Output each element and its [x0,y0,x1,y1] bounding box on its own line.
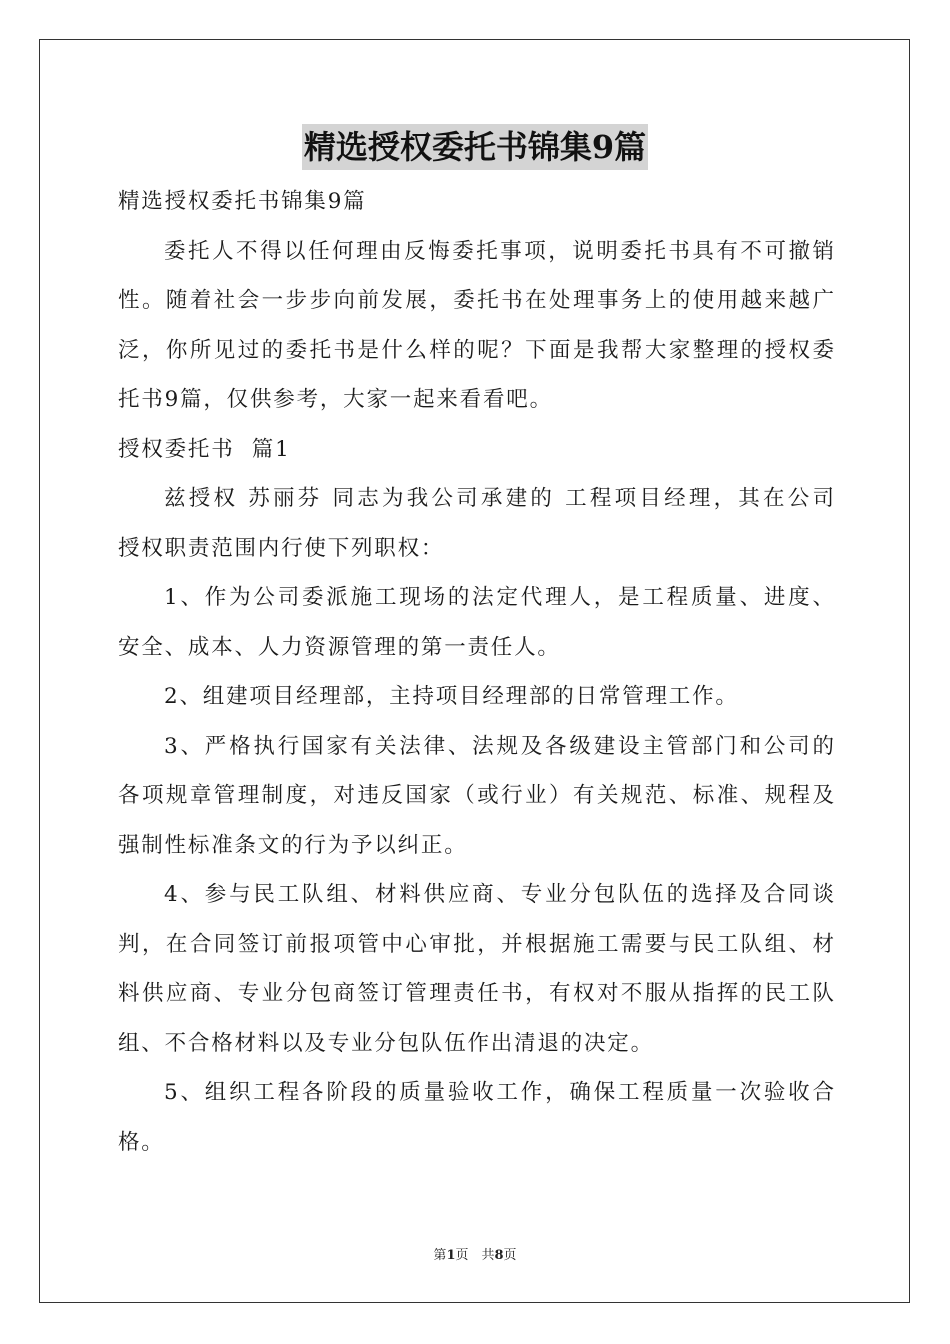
paragraph-line: 委托人不得以任何理由反悔委托事项，说明委托书具有不可撤销 [164,238,834,264]
document-title: 精选授权委托书锦集9篇 [302,124,648,170]
footer-suffix: 页 [503,1248,517,1263]
paragraph-line: 托书9篇，仅供参考，大家一起来看看吧。 [118,387,553,412]
paragraph-line: 兹授权 苏丽芬 同志为我公司承建的 工程项目经理，其在公司 [164,486,834,511]
paragraph-line: 2、组建项目经理部，主持项目经理部的日常管理工作。 [164,684,739,709]
section-heading: 授权委托书 篇1 [118,436,291,462]
paragraph-line: 1、作为公司委派施工现场的法定代理人，是工程质量、进度、 [164,585,834,610]
paragraph-line: 安全、成本、人力资源管理的第一责任人。 [118,634,561,660]
subtitle-line: 精选授权委托书锦集9篇 [118,189,367,214]
footer-prefix: 第 [433,1248,447,1263]
paragraph-line: 泛，你所见过的委托书是什么样的呢？下面是我帮大家整理的授权委 [118,337,834,363]
paragraph-line: 3、严格执行国家有关法律、法规及各级建设主管部门和公司的 [164,733,834,759]
footer-middle: 页 共 [455,1248,495,1263]
paragraph-line: 4、参与民工队组、材料供应商、专业分包队伍的选择及合同谈 [164,882,834,907]
footer-page-number: 1 [446,1248,456,1263]
paragraph-line: 料供应商、专业分包商签订管理责任书，有权对不服从指挥的民工队 [118,981,834,1006]
paragraph-line: 强制性标准条文的行为予以纠正。 [118,832,468,858]
paragraph-line: 授权职责范围内行使下列职权： [118,535,445,561]
title-container [0,124,950,170]
footer-total-pages: 8 [494,1248,504,1263]
paragraph-line: 各项规章管理制度，对违反国家（或行业）有关规范、标准、规程及 [118,783,834,808]
paragraph-line: 组、不合格材料以及专业分包队伍作出清退的决定。 [118,1030,654,1056]
paragraph-line: 判，在合同签订前报项管中心审批，并根据施工需要与民工队组、材 [118,931,834,957]
page-footer [0,1244,950,1263]
paragraph-line: 性。随着社会一步步向前发展，委托书在处理事务上的使用越来越广 [118,288,834,313]
document-body [118,177,834,1167]
paragraph-line: 格。 [118,1129,165,1155]
paragraph-line: 5、组织工程各阶段的质量验收工作，确保工程质量一次验收合 [164,1080,834,1105]
